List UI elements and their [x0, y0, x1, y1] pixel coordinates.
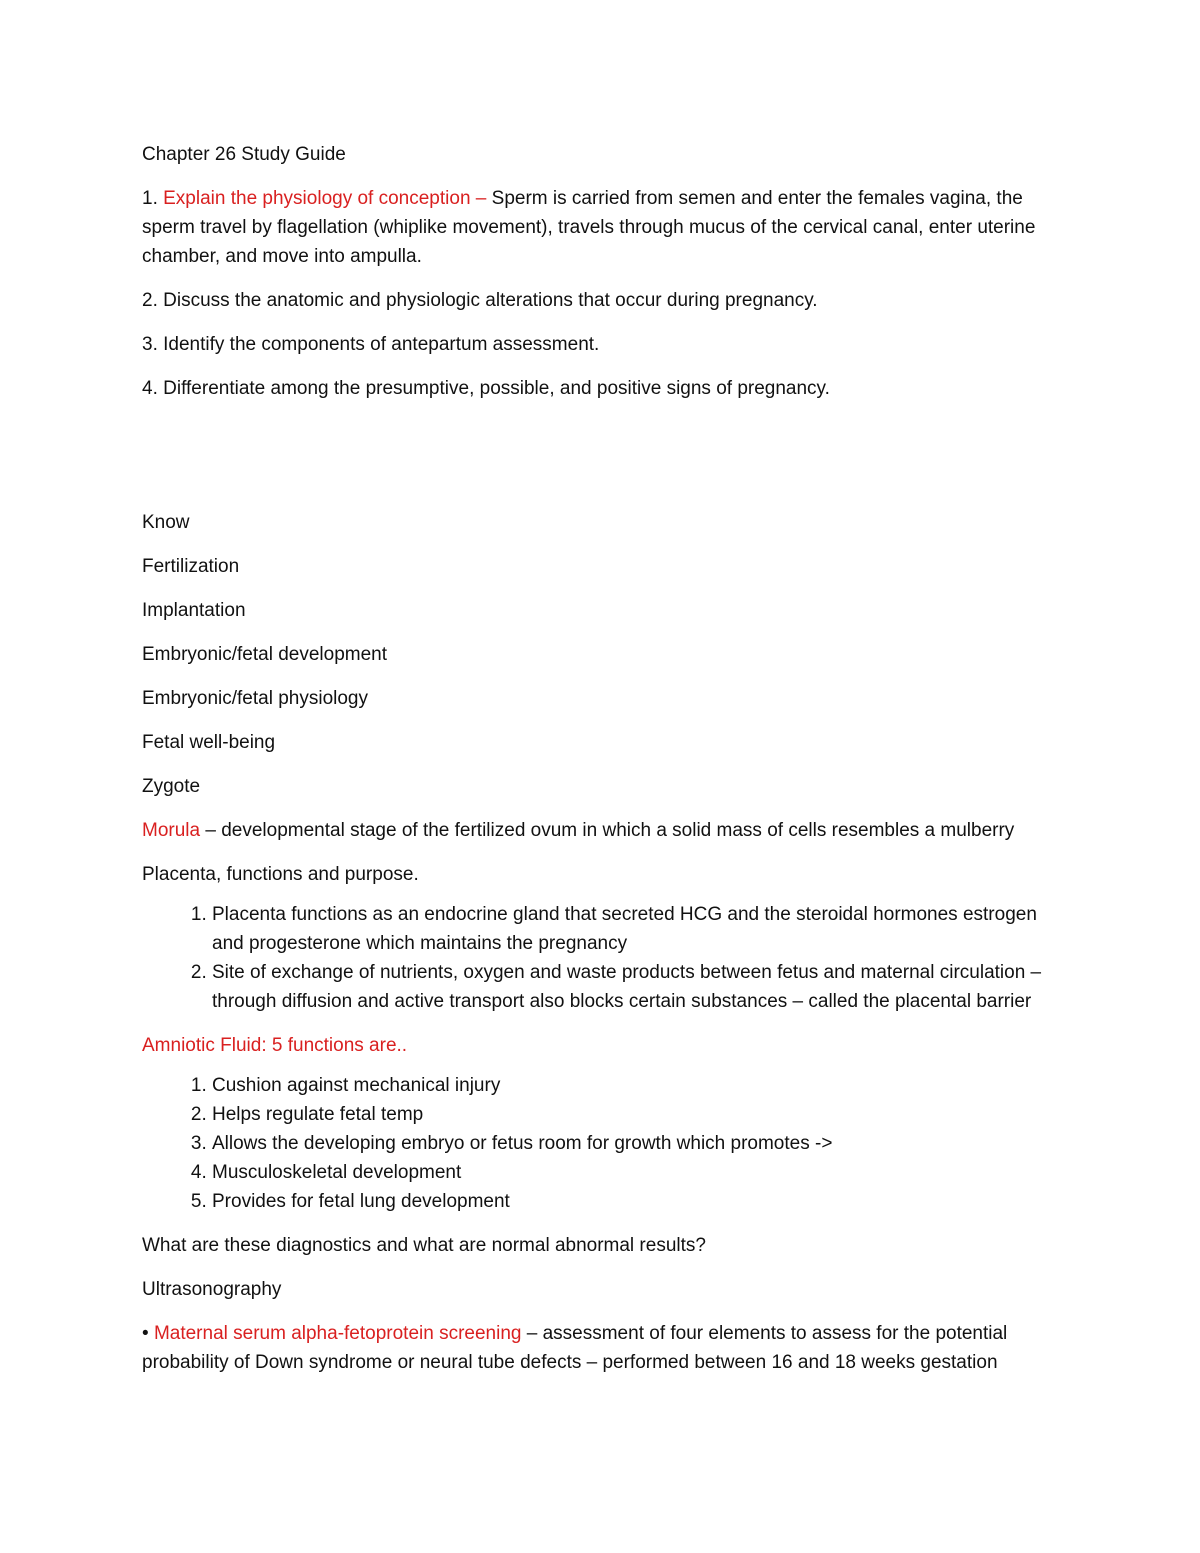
- objective-1: [142, 184, 1062, 271]
- objective-heading: Explain the physiology of conception –: [157, 188, 492, 209]
- amniotic-list: [142, 1071, 1062, 1216]
- msafp-term: Maternal serum alpha-fetoprotein screening: [153, 1323, 522, 1344]
- bullet-icon: •: [142, 1323, 154, 1344]
- list-item: 3. Allows the developing embryo or fetus room for growth which promotes ->: [212, 1129, 1062, 1158]
- know-item: Fertilization: [142, 556, 240, 577]
- objective-text: Sperm is carried from semen and enter the females vagina, the sperm travel by flagellation (whiplike movement), travels through mucus of the cervical canal, enter uterine chamber, and move into ampulla.: [142, 188, 1036, 267]
- list-item: 5. Provides for fetal lung development: [212, 1187, 1062, 1216]
- list-item: 2. Site of exchange of nutrients, oxygen and waste products between fetus and maternal circulation – through diffusion and active transport also blocks certain substances – called the placental barrier: [212, 958, 1062, 1016]
- objective-text: Discuss the anatomic and physiologic alterations that occur during pregnancy.: [157, 290, 818, 311]
- objective-number: 4.: [142, 378, 158, 399]
- list-item: 1. Placenta functions as an endocrine gland that secreted HCG and the steroidal hormones estrogen and progesterone which maintains the pregnancy: [212, 900, 1062, 958]
- know-item: Embryonic/fetal physiology: [142, 688, 368, 709]
- objective-number: 1.: [142, 188, 158, 209]
- objective-4: [142, 374, 1062, 403]
- know-item: Embryonic/fetal development: [142, 644, 388, 665]
- objective-2: [142, 286, 1062, 315]
- objective-number: 2.: [142, 290, 158, 311]
- morula-term: Morula: [142, 820, 201, 841]
- list-item: 4. Musculoskeletal development: [212, 1158, 1062, 1187]
- msafp-text: – assessment of four elements to assess for the potential probability of Down syndrome or neural tube defects – performed between 16 and 18 weeks gestation: [142, 1323, 1008, 1373]
- list-item: 2. Helps regulate fetal temp: [212, 1100, 1062, 1129]
- placenta-list: [142, 900, 1062, 1016]
- know-item: Fetal well-being: [142, 732, 276, 753]
- list-item: 1. Cushion against mechanical injury: [212, 1071, 1062, 1100]
- know-item: Implantation: [142, 600, 246, 621]
- objective-number: 3.: [142, 334, 158, 355]
- know-heading: Know: [142, 512, 190, 533]
- document-body: [142, 140, 1062, 1392]
- amniotic-heading: Amniotic Fluid: 5 functions are..: [142, 1035, 408, 1056]
- ultrasonography-item: Ultrasonography: [142, 1279, 282, 1300]
- blank-space: [142, 418, 1062, 508]
- document-title: Chapter 26 Study Guide: [142, 144, 346, 165]
- objective-text: Identify the components of antepartum assessment.: [157, 334, 600, 355]
- msafp-item: [142, 1319, 1062, 1377]
- placenta-heading: Placenta, functions and purpose.: [142, 864, 419, 885]
- objective-text: Differentiate among the presumptive, possible, and positive signs of pregnancy.: [157, 378, 830, 399]
- morula-text: – developmental stage of the fertilized ovum in which a solid mass of cells resembles a mulberry: [200, 820, 1015, 841]
- morula-definition: [142, 816, 1062, 845]
- objective-3: [142, 330, 1062, 359]
- diagnostics-question: What are these diagnostics and what are normal abnormal results?: [142, 1235, 706, 1256]
- know-item: Zygote: [142, 776, 201, 797]
